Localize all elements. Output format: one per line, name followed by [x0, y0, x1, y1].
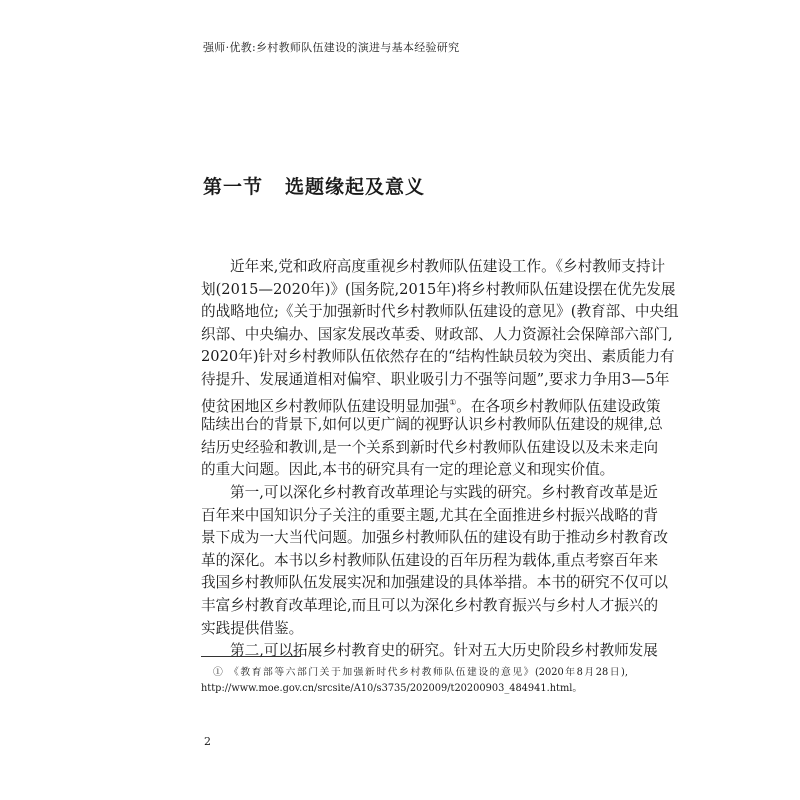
text-line: 近年来,党和政府高度重视乡村教师队伍建设工作。《乡村教师支持计 — [230, 258, 666, 275]
footnote-url: http://www.moe.gov.cn/srcsite/A10/s3735/202009/t20200903_484941.html。 — [201, 683, 583, 694]
paragraph — [201, 640, 658, 663]
text-line: 待提升、发展通道相对偏窄、职业吸引力不强等问题”,要求力争用3—5年 — [201, 370, 670, 388]
page-number: 2 — [204, 735, 211, 748]
text-line: 的重大问题。因此,本书的研究具有一定的理论意义和现实价值。 — [201, 461, 615, 479]
text-line: 丰富乡村教育改革理论,而且可以为深化乡村教育振兴与乡村人才振兴的 — [201, 596, 659, 614]
footnote — [201, 665, 628, 697]
footnote-divider — [201, 656, 301, 657]
text-line: 织部、中央编办、国家发展改革委、财政部、人力资源社会保障部六部门, — [201, 325, 673, 343]
text-line: 结历史经验和教训,是一个关系到新时代乡村教师队伍建设以及未来走向 — [201, 438, 659, 456]
footnote-line: ① 《教育部等六部门关于加强新时代乡村教师队伍建设的意见》(2020年8月28日), — [213, 667, 628, 678]
text-line: 百年来中国知识分子关注的重要主题,尤其在全面推进乡村振兴战略的背 — [201, 506, 659, 524]
text-line: 陆续出台的背景下,如何以更广阔的视野认识乡村教师队伍建设的规律,总 — [201, 416, 663, 434]
text-line: 第一,可以深化乡村教育改革理论与实践的研究。乡村教育改革是近 — [230, 483, 658, 501]
text-line: 景下成为一大当代问题。加强乡村教师队伍的建设有助于推动乡村教育改 — [201, 529, 669, 547]
running-head: 强师·优教:乡村教师队伍建设的演进与基本经验研究 — [203, 41, 460, 54]
body-text — [201, 256, 679, 663]
section-heading: 选题缘起及意义 — [285, 176, 426, 198]
paragraph — [201, 256, 679, 482]
text-line: 实践提供借鉴。 — [201, 619, 304, 637]
text-line: 使贫困地区乡村教师队伍建设明显加强①。在各项乡村教师队伍建设政策 — [201, 397, 661, 415]
text-line: 2020年)针对乡村教师队伍依然存在的“结构性缺员较为突出、素质能力有 — [201, 348, 675, 366]
footnote-marker[interactable]: ① — [449, 397, 457, 407]
text-line: 我国乡村教师队伍发展实况和加强建设的具体举措。本书的研究不仅可以 — [201, 574, 669, 592]
text-line: 划(2015—2020年)》(国务院,2015年)将乡村教师队伍建设摆在优先发展 — [201, 280, 676, 298]
text-line: 革的深化。本书以乡村教师队伍建设的百年历程为载体,重点考察百年来 — [201, 551, 659, 569]
text-line: 第二,可以拓展乡村教育史的研究。针对五大历史阶段乡村教师发展 — [230, 642, 658, 660]
section-title — [203, 172, 447, 199]
text-line: 的战略地位;《关于加强新时代乡村教师队伍建设的意见》(教育部、中央组 — [201, 303, 679, 321]
paragraph — [201, 482, 669, 640]
section-number: 第一节 — [203, 176, 264, 198]
